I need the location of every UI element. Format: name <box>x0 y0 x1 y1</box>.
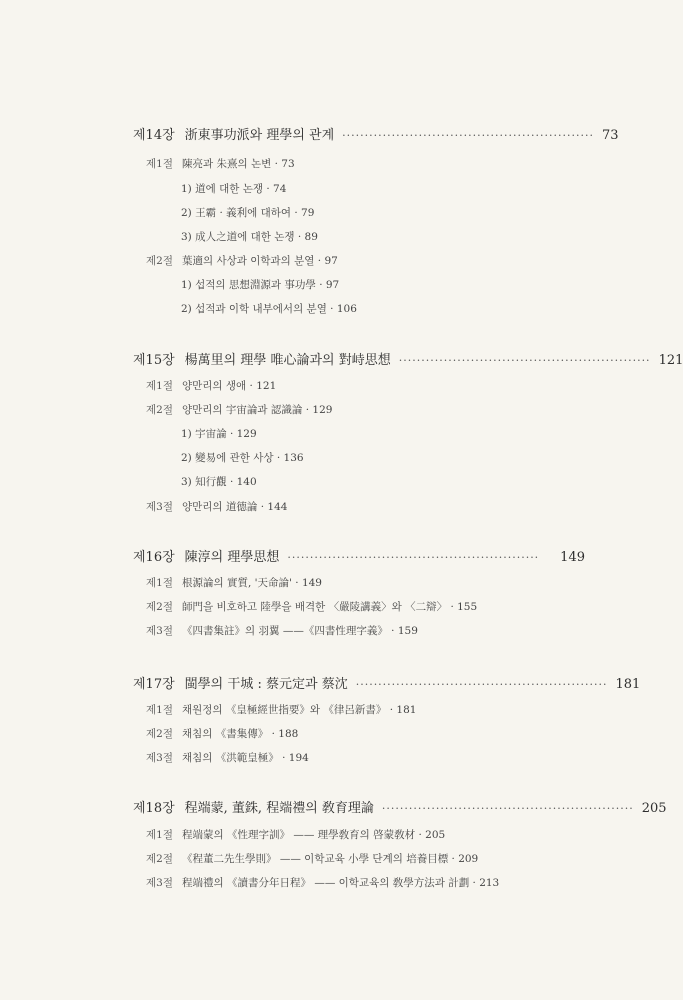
dot-leader: ························································ <box>355 678 608 691</box>
chapter-page-number: 181 <box>615 677 641 692</box>
section-title: 根源論의 實質, '天命論' · 149 <box>182 577 322 589</box>
toc-section <box>146 726 576 741</box>
chapter-number: 제16장 <box>133 550 175 565</box>
section-number: 제1절 <box>146 577 173 589</box>
toc-subsection: 1) 섭적의 思想淵源과 事功學 · 97 <box>181 279 340 291</box>
chapter-number: 제14장 <box>133 128 175 143</box>
section-title: 程端禮의 《讀書分年日程》 —— 이학교육의 敎學方法과 計劃 · 213 <box>182 877 500 889</box>
toc-section <box>146 851 576 866</box>
toc-subsection: 3) 成人之道에 대한 논쟁 · 89 <box>181 231 318 243</box>
toc-subsection: 2) 王霸 · 義利에 대하여 · 79 <box>181 207 315 219</box>
section-number: 제3절 <box>146 501 173 513</box>
section-title: 葉適의 사상과 이학과의 분열 · 97 <box>182 255 338 267</box>
toc-section <box>146 875 576 890</box>
chapter-title: 閩學의 干城 : 蔡元定과 蔡沈 <box>184 677 348 692</box>
dot-leader: ························································ <box>287 551 540 564</box>
section-title: 陳亮과 朱熹의 논변 · 73 <box>182 158 295 170</box>
chapter-page-number: 73 <box>601 128 619 143</box>
toc-subsection: 3) 知行觀 · 140 <box>181 476 257 488</box>
toc-section <box>146 750 576 765</box>
section-number: 제3절 <box>146 877 173 889</box>
chapter-title: 楊萬里의 理學 唯心論과의 對峙思想 <box>184 353 391 368</box>
toc-subsection: 1) 宇宙論 · 129 <box>181 428 257 440</box>
chapter-18-heading <box>133 797 667 816</box>
chapter-page-number: 121 <box>658 353 683 368</box>
section-number: 제3절 <box>146 625 173 637</box>
chapter-15-heading <box>133 349 683 368</box>
chapter-number: 제17장 <box>133 677 175 692</box>
section-number: 제2절 <box>146 601 173 613</box>
chapter-16-heading <box>133 546 585 565</box>
toc-subsection: 1) 道에 대한 논쟁 · 74 <box>181 183 287 195</box>
section-title: 채침의 《洪範皇極》 · 194 <box>182 752 309 764</box>
chapter-17-heading <box>133 673 641 692</box>
section-number: 제1절 <box>146 704 173 716</box>
toc-section <box>146 827 576 842</box>
toc-section <box>146 575 576 590</box>
toc-section <box>146 599 576 614</box>
chapter-page-number: 149 <box>560 550 585 565</box>
section-title: 程端蒙의 《性理字訓》 —— 理學敎育의 啓蒙敎材 · 205 <box>182 829 446 841</box>
toc-section <box>146 378 576 393</box>
toc-section <box>146 402 576 417</box>
section-number: 제3절 <box>146 752 173 764</box>
section-number: 제1절 <box>146 829 173 841</box>
chapter-number: 제18장 <box>133 801 175 816</box>
chapter-number: 제15장 <box>133 353 175 368</box>
toc-subsection: 2) 섭적과 이학 내부에서의 분열 · 106 <box>181 303 357 315</box>
chapter-title: 程端蒙, 董銖, 程端禮의 敎育理論 <box>184 801 374 816</box>
section-number: 제1절 <box>146 380 173 392</box>
section-title: 《四書集註》의 羽翼 ——《四書性理字義》 · 159 <box>182 625 418 637</box>
toc-section <box>146 253 576 268</box>
toc-subsection: 2) 變易에 관한 사상 · 136 <box>181 452 304 464</box>
chapter-14-heading <box>133 124 619 143</box>
toc-section <box>146 623 576 638</box>
section-title: 양만리의 생애 · 121 <box>182 380 277 392</box>
section-number: 제2절 <box>146 404 173 416</box>
section-number: 제2절 <box>146 728 173 740</box>
section-title: 채침의 《書集傳》 · 188 <box>182 728 299 740</box>
section-title: 《程董二先生學則》 —— 이학교육 小學 단계의 培養目標 · 209 <box>182 853 479 865</box>
section-number: 제2절 <box>146 255 173 267</box>
section-number: 제1절 <box>146 158 173 170</box>
section-number: 제2절 <box>146 853 173 865</box>
dot-leader: ························································ <box>342 129 594 142</box>
chapter-page-number: 205 <box>641 801 667 816</box>
section-title: 師門을 비호하고 陸學을 배격한 〈嚴陵講義〉와 〈二辯〉 · 155 <box>182 601 478 613</box>
chapter-title: 浙東事功派와 理學의 관계 <box>184 128 335 143</box>
toc-section <box>146 702 576 717</box>
dot-leader: ························································ <box>398 354 651 367</box>
section-title: 채원정의 《皇極經世指要》와 《律呂新書》 · 181 <box>182 704 417 716</box>
toc-section <box>146 499 576 514</box>
chapter-title: 陳淳의 理學思想 <box>184 550 280 565</box>
section-title: 양만리의 宇宙論과 認識論 · 129 <box>182 404 333 416</box>
dot-leader: ························································ <box>381 802 634 815</box>
toc-section <box>146 156 576 171</box>
section-title: 양만리의 道德論 · 144 <box>182 501 288 513</box>
